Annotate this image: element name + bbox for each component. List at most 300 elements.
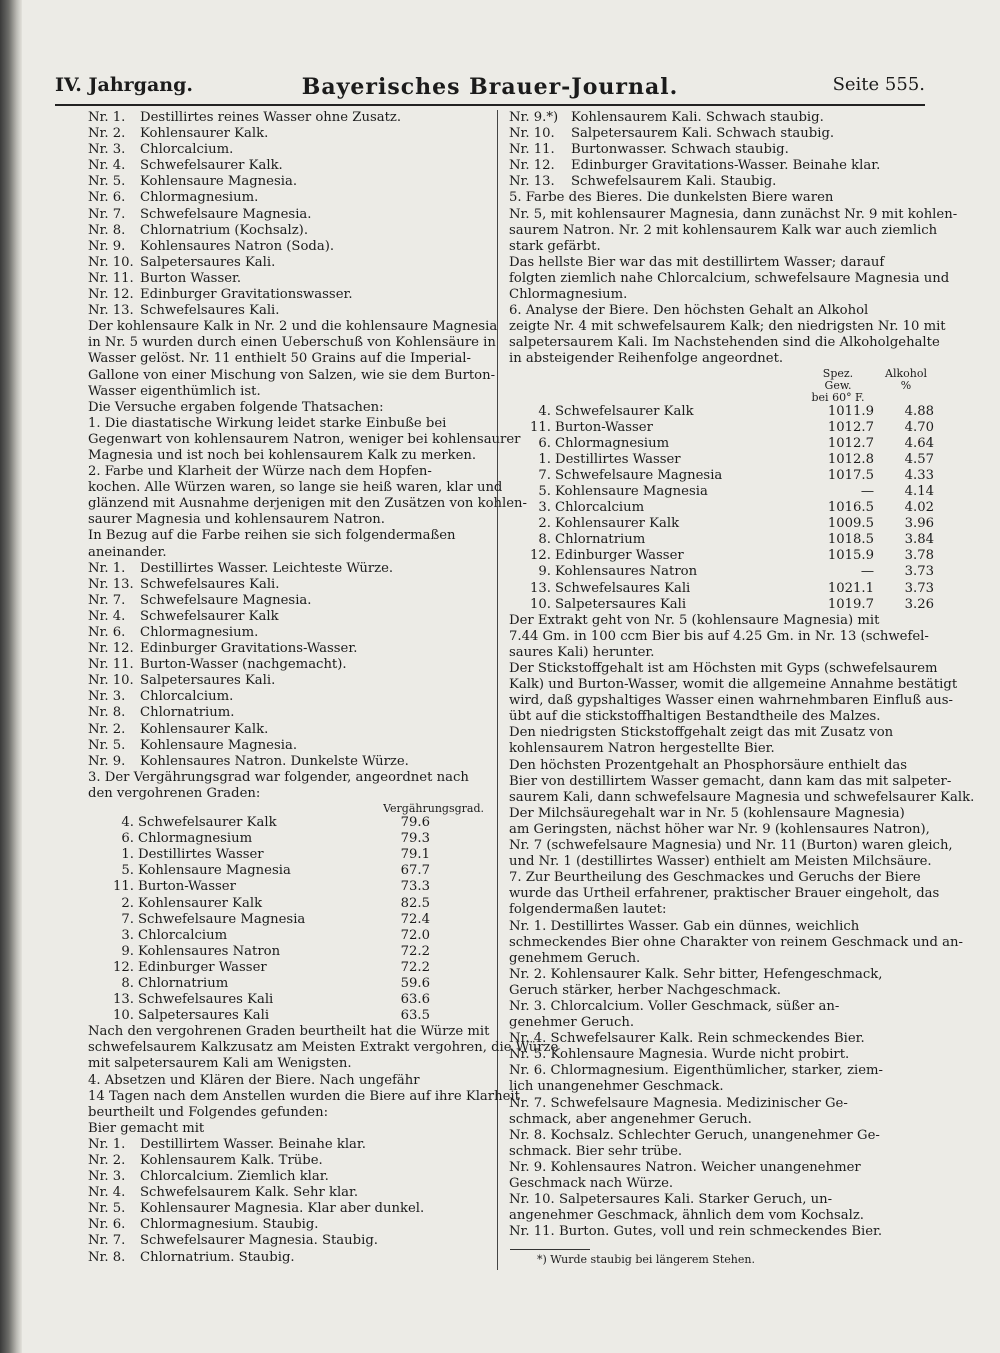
row-name: Chlormagnesium <box>555 435 670 451</box>
row-value: 67.7 <box>400 863 430 879</box>
list-item <box>88 142 488 158</box>
row-rank: 7. <box>121 911 134 927</box>
row-gravity: — <box>860 564 874 580</box>
text-line: Gallone von einer Mischung von Salzen, wie sie dem Burton- <box>88 367 496 383</box>
row-name: Burton-Wasser <box>138 879 236 895</box>
text-line: saurer Magnesia und kohlensaurem Natron. <box>88 512 385 528</box>
text-line: genehmem Geruch. <box>509 950 641 966</box>
list-item <box>88 255 488 271</box>
text-line: am Geringsten, nächst höher war Nr. 9 (kohlensaures Natron), <box>509 821 930 837</box>
text-line: stark gefärbt. <box>509 238 601 254</box>
row-name: Schwefelsaures Kali <box>555 580 691 596</box>
text-line: folgten ziemlich nahe Chlorcalcium, schwefelsaure Magnesia und <box>509 270 950 286</box>
text-line: mit salpetersaurem Kali am Wenigsten. <box>88 1056 352 1072</box>
item-text: Chlornatrium. <box>140 705 235 721</box>
text-line: Nr. 5, mit kohlensaurer Magnesia, dann zunächst Nr. 9 mit kohlen- <box>509 206 958 222</box>
row-rank: 3. <box>121 927 134 943</box>
row-name: Schwefelsaurer Kalk <box>138 815 277 831</box>
text-line: In Bezug auf die Farbe reihen sie sich folgendermaßen <box>88 528 456 544</box>
list-item <box>88 689 488 705</box>
table-row <box>88 831 488 847</box>
item-number: Nr. 3. <box>88 689 126 705</box>
item-number: Nr. 8. <box>88 705 126 721</box>
item-number: Nr. 13. <box>88 576 134 592</box>
list-item <box>88 1137 488 1153</box>
item-text: Chlornatrium (Kochsalz). <box>140 222 309 238</box>
text-line: Der Extrakt geht von Nr. 5 (kohlensaure Magnesia) mit <box>509 612 880 628</box>
item-number: Nr. 9.*) <box>509 110 559 125</box>
row-value: 63.5 <box>400 1008 430 1024</box>
item-number: Nr. 6. <box>88 625 126 640</box>
item-text: Chlormagnesium. Staubig. <box>140 1217 319 1233</box>
row-alcohol: 3.84 <box>904 532 934 548</box>
gravity-header-line2: bei 60° F. <box>811 390 865 404</box>
row-gravity: 1016.5 <box>827 500 874 516</box>
row-gravity: 1021.1 <box>827 580 874 596</box>
row-alcohol: 3.73 <box>904 564 934 580</box>
list-item <box>88 190 488 206</box>
table-row <box>509 500 934 516</box>
item-number: Nr. 10. <box>88 673 134 689</box>
row-value: 72.2 <box>400 959 430 975</box>
list-item <box>88 1250 488 1266</box>
item-number: Nr. 1. <box>88 110 126 125</box>
text-line: schmack. Bier sehr trübe. <box>509 1143 683 1159</box>
row-name: Destillirtes Wasser <box>555 451 681 467</box>
item-number: Nr. 11. <box>88 270 134 286</box>
item-text: Schwefelsaure Magnesia. <box>140 592 312 608</box>
item-number: Nr. 2. <box>88 1153 126 1168</box>
table-row <box>509 597 934 613</box>
row-value: 79.6 <box>400 815 430 831</box>
list-item <box>88 705 488 721</box>
row-name: Chlornatrium <box>138 975 229 991</box>
footnote: *) Wurde staubig bei längerem Stehen. <box>537 1253 755 1266</box>
row-value: 73.3 <box>400 879 430 895</box>
item-text: Kohlensaurer Magnesia. Klar aber dunkel. <box>140 1201 425 1217</box>
item-text: Kohlensaurem Kali. Schwach staubig. <box>571 110 824 125</box>
list-item <box>88 722 488 738</box>
text-line: saurem Kali, dann schwefelsaure Magnesia und schwefelsaurer Kalk. <box>509 789 975 805</box>
item-number: Nr. 5. <box>88 174 126 190</box>
row-name: Destillirtes Wasser <box>138 847 264 863</box>
list-item <box>88 625 488 641</box>
text-line: saurem Natron. Nr. 2 mit kohlensaurem Kalk war auch ziemlich <box>509 222 938 238</box>
row-alcohol: 4.57 <box>904 451 934 467</box>
page-number: Seite 555. <box>832 74 925 95</box>
color-ranking-list <box>88 561 488 770</box>
text-line: Den höchsten Prozentgehalt an Phosphorsäure enthielt das <box>509 757 908 773</box>
list-item <box>88 110 488 126</box>
item-text: Edinburger Gravitations-Wasser. Beinahe klar. <box>571 158 881 174</box>
table-row <box>88 912 488 928</box>
row-rank: 8. <box>538 532 551 548</box>
item-number: Nr. 11. <box>509 142 555 158</box>
item-text: Kohlensaurem Kalk. Trübe. <box>140 1153 323 1168</box>
row-gravity: 1017.5 <box>827 467 874 483</box>
text-line: übt auf die stickstoffhaltigen Bestandtheile des Malzes. <box>509 709 881 725</box>
list-item <box>88 1217 488 1233</box>
row-gravity: 1012.7 <box>827 419 874 435</box>
gravity-header-line1: Spez. Gew. <box>822 366 854 392</box>
footnote-rule <box>510 1249 590 1250</box>
list-item <box>88 577 488 593</box>
row-rank: 4. <box>538 403 551 419</box>
item-text: Salpetersaurem Kali. Schwach staubig. <box>571 126 835 142</box>
text-line: 6. Analyse der Biere. Den höchsten Gehalt an Alkohol <box>509 303 869 319</box>
item-number: Nr. 10. <box>509 126 555 142</box>
text-line: genehmer Geruch. <box>509 1015 635 1031</box>
item-text: Kohlensaurer Kalk. <box>140 721 269 737</box>
row-name: Burton-Wasser <box>555 419 653 435</box>
text-line: 7. Zur Beurtheilung des Geschmackes und Geruchs der Biere <box>509 870 921 886</box>
row-value: 79.3 <box>400 831 430 847</box>
row-name: Schwefelsaure Magnesia <box>555 467 723 483</box>
text-line: 14 Tagen nach dem Anstellen wurden die Biere auf ihre Klarheit <box>88 1088 520 1104</box>
row-value: 59.6 <box>400 975 430 991</box>
text-line: 1. Die diastatische Wirkung leidet starke Einbuße bei <box>88 415 447 431</box>
item-text: Kohlensaures Natron. Dunkelste Würze. <box>140 753 409 769</box>
text-line: Wasser gelöst. Nr. 11 enthielt 50 Grains auf die Imperial- <box>88 351 471 367</box>
list-item <box>88 609 488 625</box>
text-line: den vergohrenen Graden: <box>88 785 261 801</box>
item-text: Schwefelsaures Kali. <box>140 576 280 592</box>
text-line: Kalk) und Burton-Wasser, womit die allgemeine Annahme bestätigt <box>509 677 958 693</box>
item-number: Nr. 6. <box>88 190 126 206</box>
table-row <box>88 928 488 944</box>
text-line: Nr. 4. Schwefelsaurer Kalk. Rein schmeckendes Bier. <box>509 1031 865 1047</box>
text-line: Nr. 11. Burton. Gutes, voll und rein schmeckendes Bier. <box>509 1224 883 1240</box>
item-text: Schwefelsaurer Magnesia. Staubig. <box>140 1233 378 1249</box>
item-text: Kohlensaure Magnesia. <box>140 737 298 753</box>
row-value: 63.6 <box>400 992 430 1008</box>
list-item <box>88 593 488 609</box>
item-number: Nr. 3. <box>88 142 126 158</box>
header-rule <box>55 104 925 106</box>
row-name: Kohlensaurer Kalk <box>138 895 263 911</box>
row-name: Edinburger Wasser <box>555 548 684 564</box>
item-text: Chlormagnesium. <box>140 625 259 640</box>
list-item <box>88 641 488 657</box>
item-number: Nr. 7. <box>88 206 126 222</box>
text-line: Nach den vergohrenen Graden beurtheilt hat die Würze mit <box>88 1024 490 1040</box>
row-rank: 6. <box>538 435 551 451</box>
item-number: Nr. 2. <box>88 126 126 142</box>
list-item <box>88 158 488 174</box>
row-name: Edinburger Wasser <box>138 959 267 975</box>
item-text: Salpetersaures Kali. <box>140 673 276 689</box>
row-name: Salpetersaures Kali <box>138 1008 270 1024</box>
item-text: Kohlensaure Magnesia. <box>140 174 298 190</box>
row-rank: 12. <box>113 959 134 975</box>
table-row <box>509 581 934 597</box>
item-text: Salpetersaures Kali. <box>140 254 276 270</box>
item-number: Nr. 12. <box>88 641 134 657</box>
right-column <box>509 110 975 1240</box>
table-row <box>509 452 934 468</box>
alcohol-table-header <box>509 368 934 404</box>
item-text: Chlorcalcium. <box>140 142 234 158</box>
item-number: Nr. 5. <box>88 1201 126 1217</box>
alcohol-header <box>878 368 934 404</box>
text-line: Geruch stärker, herber Nachgeschmack. <box>509 982 781 998</box>
row-alcohol: 4.70 <box>904 419 934 435</box>
row-rank: 10. <box>530 596 551 612</box>
item-text: Burton-Wasser (nachgemacht). <box>140 657 347 673</box>
row-value: 82.5 <box>400 895 430 911</box>
table-row <box>88 992 488 1008</box>
text-line: Der kohlensaure Kalk in Nr. 2 und die kohlensaure Magnesia <box>88 319 498 335</box>
table-row <box>509 516 934 532</box>
item-number: Nr. 3. <box>88 1169 126 1185</box>
item-number: Nr. 5. <box>88 737 126 753</box>
left-paragraphs-2 <box>88 770 488 802</box>
item-number: Nr. 4. <box>88 158 126 174</box>
book-binding-shadow <box>0 0 22 1353</box>
item-number: Nr. 1. <box>88 1136 126 1152</box>
list-item <box>88 561 488 577</box>
alcohol-table <box>509 404 934 613</box>
item-text: Chlornatrium. Staubig. <box>140 1249 295 1265</box>
list-item <box>509 126 934 142</box>
row-name: Kohlensaure Magnesia <box>555 483 708 499</box>
row-gravity: 1012.7 <box>827 435 874 451</box>
row-name: Kohlensaures Natron <box>555 564 698 580</box>
item-number: Nr. 9. <box>88 753 126 769</box>
table-row <box>509 404 934 420</box>
water-sample-list <box>88 110 488 319</box>
row-name: Kohlensaurer Kalk <box>555 516 680 532</box>
table-row <box>509 468 934 484</box>
row-rank: 7. <box>538 467 551 483</box>
text-line: salpetersaurem Kali. Im Nachstehenden sind die Alkoholgehalte <box>509 335 940 351</box>
text-line: in Nr. 5 wurden durch einen Ueberschuß von Kohlensäure in <box>88 335 496 351</box>
row-alcohol: 4.33 <box>904 467 934 483</box>
text-line: wurde das Urtheil erfahrener, praktischer Brauer eingeholt, das <box>509 886 940 902</box>
text-line: Nr. 6. Chlormagnesium. Eigenthümlicher, starker, ziem- <box>509 1063 883 1079</box>
item-number: Nr. 2. <box>88 721 126 737</box>
row-value: 79.1 <box>400 847 430 863</box>
list-item <box>88 738 488 754</box>
list-item <box>88 239 488 255</box>
row-alcohol: 4.14 <box>904 483 934 499</box>
row-gravity: 1009.5 <box>827 516 874 532</box>
text-line: in absteigender Reihenfolge angeordnet. <box>509 351 784 367</box>
text-line: Wasser eigenthümlich ist. <box>88 383 261 399</box>
text-line: kochen. Alle Würzen waren, so lange sie heiß waren, klar und <box>88 480 503 496</box>
text-line: kohlensaurem Natron hergestellte Bier. <box>509 741 775 757</box>
row-rank: 9. <box>538 564 551 580</box>
table-row <box>88 896 488 912</box>
item-text: Destillirtes Wasser. Leichteste Würze. <box>140 560 394 576</box>
item-number: Nr. 7. <box>88 592 126 608</box>
text-line: folgendermaßen lautet: <box>509 902 667 918</box>
table-row <box>88 976 488 992</box>
volume-label: IV. Jahrgang. <box>55 74 193 96</box>
item-text: Chlorcalcium. Ziemlich klar. <box>140 1169 329 1185</box>
item-number: Nr. 7. <box>88 1233 126 1249</box>
row-rank: 12. <box>530 548 551 564</box>
table-row <box>509 420 934 436</box>
list-item <box>88 1169 488 1185</box>
item-number: Nr. 12. <box>509 158 555 174</box>
list-item <box>88 303 488 319</box>
text-line: 4. Absetzen und Klären der Biere. Nach ungefähr <box>88 1072 420 1088</box>
text-line: Den niedrigsten Stickstoffgehalt zeigt das mit Zusatz von <box>509 725 894 741</box>
alcohol-header-line2: % <box>900 378 912 392</box>
list-item <box>88 207 488 223</box>
table-row <box>88 960 488 976</box>
text-line: saures Kali) herunter. <box>509 644 655 660</box>
list-item <box>88 754 488 770</box>
row-name: Salpetersaures Kali <box>555 596 687 612</box>
text-line: Nr. 1. Destillirtes Wasser. Gab ein dünnes, weichlich <box>509 918 860 934</box>
text-line: Magnesia und ist noch bei kohlensaurem Kalk zu merken. <box>88 447 477 463</box>
text-line: Nr. 7. Schwefelsaure Magnesia. Medizinischer Ge- <box>509 1095 848 1111</box>
row-name: Chlorcalcium <box>138 927 228 943</box>
journal-title: Bayerisches Brauer-Journal. <box>301 74 679 100</box>
fermentation-column-header: Vergährungsgrad. <box>383 802 484 816</box>
text-line: Nr. 10. Salpetersaures Kali. Starker Geruch, un- <box>509 1192 833 1208</box>
row-gravity: 1012.8 <box>827 451 874 467</box>
item-text: Destillirtes reines Wasser ohne Zusatz. <box>140 110 402 125</box>
item-text: Schwefelsaurem Kali. Staubig. <box>571 174 777 190</box>
item-number: Nr. 10. <box>88 254 134 270</box>
row-value: 72.2 <box>400 943 430 959</box>
row-rank: 1. <box>538 451 551 467</box>
row-name: Chlorcalcium <box>555 500 645 516</box>
row-rank: 10. <box>113 1008 134 1024</box>
row-rank: 13. <box>113 992 134 1008</box>
text-line: Die Versuche ergaben folgende Thatsachen: <box>88 399 384 415</box>
row-name: Kohlensaure Magnesia <box>138 863 291 879</box>
text-line: Bier gemacht mit <box>88 1120 205 1136</box>
clarity-list-left <box>88 1137 488 1266</box>
row-rank: 8. <box>121 975 134 991</box>
text-line: 5. Farbe des Bieres. Die dunkelsten Biere waren <box>509 190 834 206</box>
text-line: schmack, aber angenehmer Geruch. <box>509 1111 752 1127</box>
item-number: Nr. 9. <box>88 238 126 254</box>
alcohol-header-line1: Alkohol <box>885 366 927 380</box>
text-line: lich unangenehmer Geschmack. <box>509 1079 724 1095</box>
list-item <box>88 271 488 287</box>
row-rank: 5. <box>538 483 551 499</box>
list-item <box>88 1201 488 1217</box>
row-value: 72.0 <box>400 927 430 943</box>
list-item <box>88 657 488 673</box>
item-text: Schwefelsaure Magnesia. <box>140 206 312 222</box>
row-gravity: — <box>860 483 874 499</box>
table-row <box>88 1008 488 1024</box>
item-number: Nr. 4. <box>88 1185 126 1201</box>
text-line: Nr. 5. Kohlensaure Magnesia. Wurde nicht probirt. <box>509 1047 850 1063</box>
list-item <box>88 223 488 239</box>
row-rank: 2. <box>538 516 551 532</box>
row-alcohol: 4.88 <box>904 403 934 419</box>
item-text: Chlormagnesium. <box>140 190 259 206</box>
item-text: Kohlensaurer Kalk. <box>140 126 269 142</box>
text-line: Das hellste Bier war das mit destillirtem Wasser; darauf <box>509 254 885 270</box>
list-item <box>88 174 488 190</box>
table-row <box>509 564 934 580</box>
text-line: Nr. 3. Chlorcalcium. Voller Geschmack, süßer an- <box>509 998 840 1014</box>
row-gravity: 1015.9 <box>827 548 874 564</box>
table-row <box>509 484 934 500</box>
right-paragraphs-1 <box>509 190 958 367</box>
text-line: aneinander. <box>88 544 167 560</box>
row-alcohol: 3.78 <box>904 548 934 564</box>
item-number: Nr. 4. <box>88 608 126 624</box>
item-text: Chlorcalcium. <box>140 689 234 705</box>
item-text: Edinburger Gravitationswasser. <box>140 287 353 303</box>
text-line: 2. Farbe und Klarheit der Würze nach dem Hopfen- <box>88 464 432 480</box>
item-text: Burton Wasser. <box>140 270 242 286</box>
text-line: Nr. 7 (schwefelsaure Magnesia) und Nr. 11 (Burton) waren gleich, <box>509 838 953 854</box>
row-rank: 6. <box>121 831 134 847</box>
item-number: Nr. 11. <box>88 657 134 673</box>
row-rank: 4. <box>121 815 134 831</box>
list-item <box>88 673 488 689</box>
text-line: Nr. 2. Kohlensaurer Kalk. Sehr bitter, Hefengeschmack, <box>509 966 883 982</box>
list-item <box>509 158 934 174</box>
fermentation-table <box>88 815 488 1024</box>
row-rank: 11. <box>113 879 134 895</box>
item-number: Nr. 13. <box>509 174 555 190</box>
right-paragraphs-2 <box>509 612 975 1241</box>
item-text: Schwefelsaures Kali. <box>140 303 280 319</box>
row-gravity: 1019.7 <box>827 596 874 612</box>
text-line: Der Milchsäuregehalt war in Nr. 5 (kohlensaure Magnesia) <box>509 805 905 821</box>
text-line: Chlormagnesium. <box>509 287 628 303</box>
item-text: Schwefelsaurer Kalk <box>140 608 279 624</box>
item-text: Kohlensaures Natron (Soda). <box>140 238 335 254</box>
text-line: 3. Der Vergährungsgrad war folgender, angeordnet nach <box>88 769 469 785</box>
left-paragraphs-1 <box>88 319 527 560</box>
clarity-list-right <box>509 110 934 190</box>
row-name: Kohlensaures Natron <box>138 943 281 959</box>
row-value: 72.4 <box>400 911 430 927</box>
text-line: zeigte Nr. 4 mit schwefelsaurem Kalk; den niedrigsten Nr. 10 mit <box>509 319 946 335</box>
item-number: Nr. 13. <box>88 303 134 319</box>
row-rank: 13. <box>530 580 551 596</box>
list-item <box>509 110 934 126</box>
text-line: Nr. 8. Kochsalz. Schlechter Geruch, unangenehmer Ge- <box>509 1127 880 1143</box>
item-number: Nr. 12. <box>88 287 134 303</box>
table-row <box>509 532 934 548</box>
text-line: 7.44 Gm. in 100 ccm Bier bis auf 4.25 Gm. in Nr. 13 (schwefel- <box>509 628 929 644</box>
item-number: Nr. 1. <box>88 560 126 576</box>
row-name: Chlormagnesium <box>138 831 253 847</box>
row-name: Schwefelsaures Kali <box>138 992 274 1008</box>
list-item <box>88 1153 488 1169</box>
item-number: Nr. 8. <box>88 222 126 238</box>
text-line: wird, daß gypshaltiges Wasser einen wahrnehmbaren Einfluß aus- <box>509 693 953 709</box>
item-text: Schwefelsaurem Kalk. Sehr klar. <box>140 1185 359 1201</box>
row-rank: 3. <box>538 500 551 516</box>
row-alcohol: 3.26 <box>904 596 934 612</box>
text-line: schwefelsaurem Kalkzusatz am Meisten Extrakt vergohren, die Würze <box>88 1040 559 1056</box>
table-row <box>88 863 488 879</box>
text-line: Der Stickstoffgehalt ist am Höchsten mit Gyps (schwefelsaurem <box>509 661 938 676</box>
row-alcohol: 3.73 <box>904 580 934 596</box>
text-line: beurtheilt und Folgendes gefunden: <box>88 1104 329 1120</box>
table-row <box>88 879 488 895</box>
list-item <box>88 287 488 303</box>
item-text: Burtonwasser. Schwach staubig. <box>571 142 789 158</box>
gravity-header <box>808 368 868 404</box>
row-name: Schwefelsaure Magnesia <box>138 911 306 927</box>
row-rank: 9. <box>121 943 134 959</box>
